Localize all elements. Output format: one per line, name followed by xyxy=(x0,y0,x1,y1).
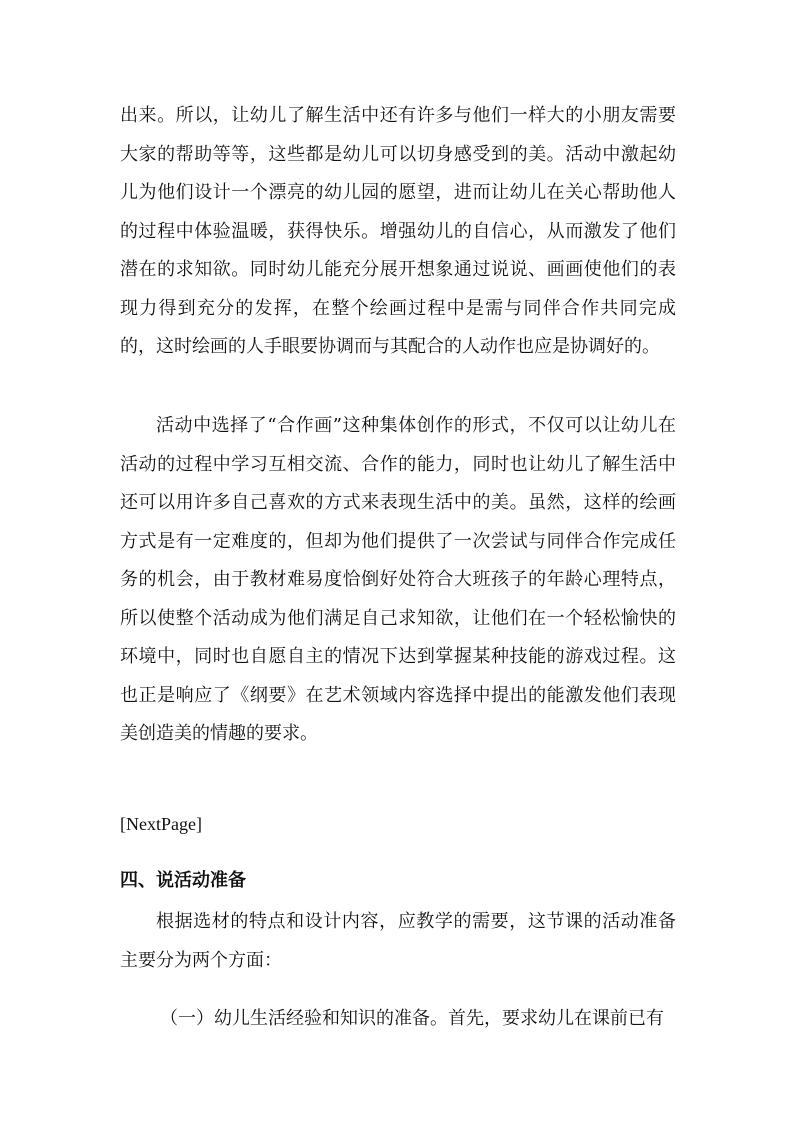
body-paragraph-1: 出来。所以，让幼儿了解生活中还有许多与他们一样大的小朋友需要大家的帮助等等，这些都是幼儿可以切身感受到的美。活动中激起幼儿为他们设计一个漂亮的幼儿园的愿望，进而让幼儿在关心帮助他人的过程中体验温暖，获得快乐。增强幼儿的自信心，从而激发了他们潜在的求知欲。同时幼儿能充分展开想象通过说说、画画使他们的表现力得到充分的发挥，在整个绘画过程中是需与同伴合作共同完成的，这时绘画的人手眼要协调而与其配合的人动作也应是协调好的。 xyxy=(120,105,676,357)
section-paragraph-1: 根据选材的特点和设计内容，应教学的需要，这节课的活动准备主要分为两个方面： xyxy=(120,911,676,971)
section-heading: 四、说活动准备 xyxy=(120,870,246,891)
section-paragraph-2: （一）幼儿生活经验和知识的准备。首先，要求幼儿在课前已有 xyxy=(160,1008,664,1029)
body-paragraph-2: 活动中选择了“合作画”这种集体创作的形式，不仅可以让幼儿在活动的过程中学习互相交流、合作的能力，同时也让幼儿了解生活中还可以用许多自己喜欢的方式来表现生活中的美。虽然，这样的绘画方式是有一定难度的，但却为他们提供了一次尝试与同伴合作完成任务的机会，由于教材难易度恰倒好处符合大班孩子的年龄心理特点，所以使整个活动成为他们满足自己求知欲，让他们在一个轻松愉快的环境中，同时也自愿自主的情况下达到掌握某种技能的游戏过程。这也正是响应了《纲要》在艺术领域内容选择中提出的能激发他们表现美创造美的情趣的要求。 xyxy=(120,415,676,744)
page-break-marker: [NextPage] xyxy=(120,814,202,834)
